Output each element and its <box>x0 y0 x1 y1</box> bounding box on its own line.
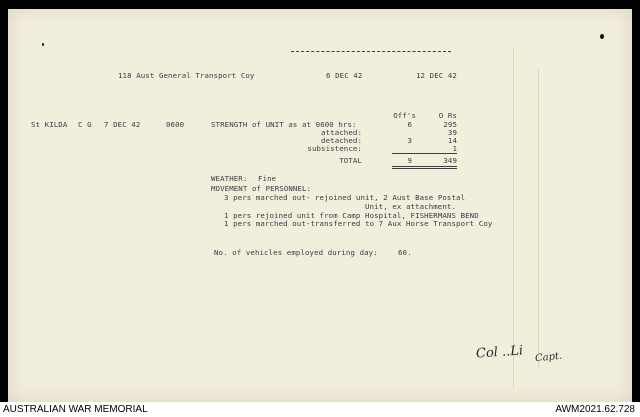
paper-fold <box>513 49 514 389</box>
strength-label: STRENGTH of UNIT as at 0600 hrs: <box>211 120 357 129</box>
period-end-date: 12 DEC 42 <box>416 71 457 80</box>
total-rule <box>392 153 457 154</box>
strength-row-label: subsistence: <box>307 144 362 153</box>
top-rule <box>291 51 451 52</box>
signature: Col ..Li <box>475 343 524 362</box>
weather-value: Fine <box>258 174 277 183</box>
archive-reference: AWM2021.62.728 <box>555 404 635 415</box>
movement-line: 3 pers marched out- rejoined unit, 2 Aust Base Postal <box>224 193 466 202</box>
strength-row-officers: 3 <box>407 136 412 145</box>
total-other-ranks: 349 <box>443 156 457 165</box>
entry-date: 7 DEC 42 <box>104 120 141 129</box>
officers-column-header: Off's <box>393 111 416 120</box>
vehicles-label: No. of vehicles employed during day: <box>214 248 378 257</box>
entry-time: 0600 <box>166 120 185 129</box>
movement-line: 1 pers rejoined unit from Camp Hospital, FISHERMANS BEND <box>224 211 479 220</box>
punch-hole <box>600 34 604 39</box>
archive-footer <box>0 402 640 417</box>
unit-name: 118 Aust General Transport Coy <box>118 71 255 80</box>
document-page <box>8 9 632 402</box>
weather-label: WEATHER: <box>211 174 248 183</box>
total-double-rule <box>392 168 457 169</box>
punch-mark <box>42 43 44 46</box>
movement-heading: MOVEMENT of PERSONNEL: <box>211 184 312 193</box>
total-officers: 9 <box>407 156 412 165</box>
strength-row-officers: 6 <box>407 120 412 129</box>
strength-row-label: attached: <box>321 128 362 137</box>
paper-fold <box>538 69 539 369</box>
vehicles-value: 60. <box>398 248 412 257</box>
entry-place: St KILDA <box>31 120 68 129</box>
total-double-rule <box>392 166 457 167</box>
strength-row-other-ranks: 1 <box>452 144 457 153</box>
period-start-date: 6 DEC 42 <box>326 71 363 80</box>
archive-name: AUSTRALIAN WAR MEMORIAL <box>3 404 148 415</box>
strength-row-other-ranks: 14 <box>447 136 457 145</box>
strength-row-other-ranks: 295 <box>443 120 457 129</box>
total-label: TOTAL <box>339 156 362 165</box>
movement-line: 1 pers marched out-transferred to 7 Aux Horse Transport Coy <box>224 219 493 228</box>
entry-unit-code: C G <box>78 120 92 129</box>
strength-row-label: detached: <box>321 136 362 145</box>
other-ranks-column-header: O Rs <box>438 111 457 120</box>
movement-line: Unit, ex attachment. <box>365 202 456 211</box>
signature-rank: Capt. <box>534 350 563 365</box>
strength-row-other-ranks: 39 <box>447 128 457 137</box>
